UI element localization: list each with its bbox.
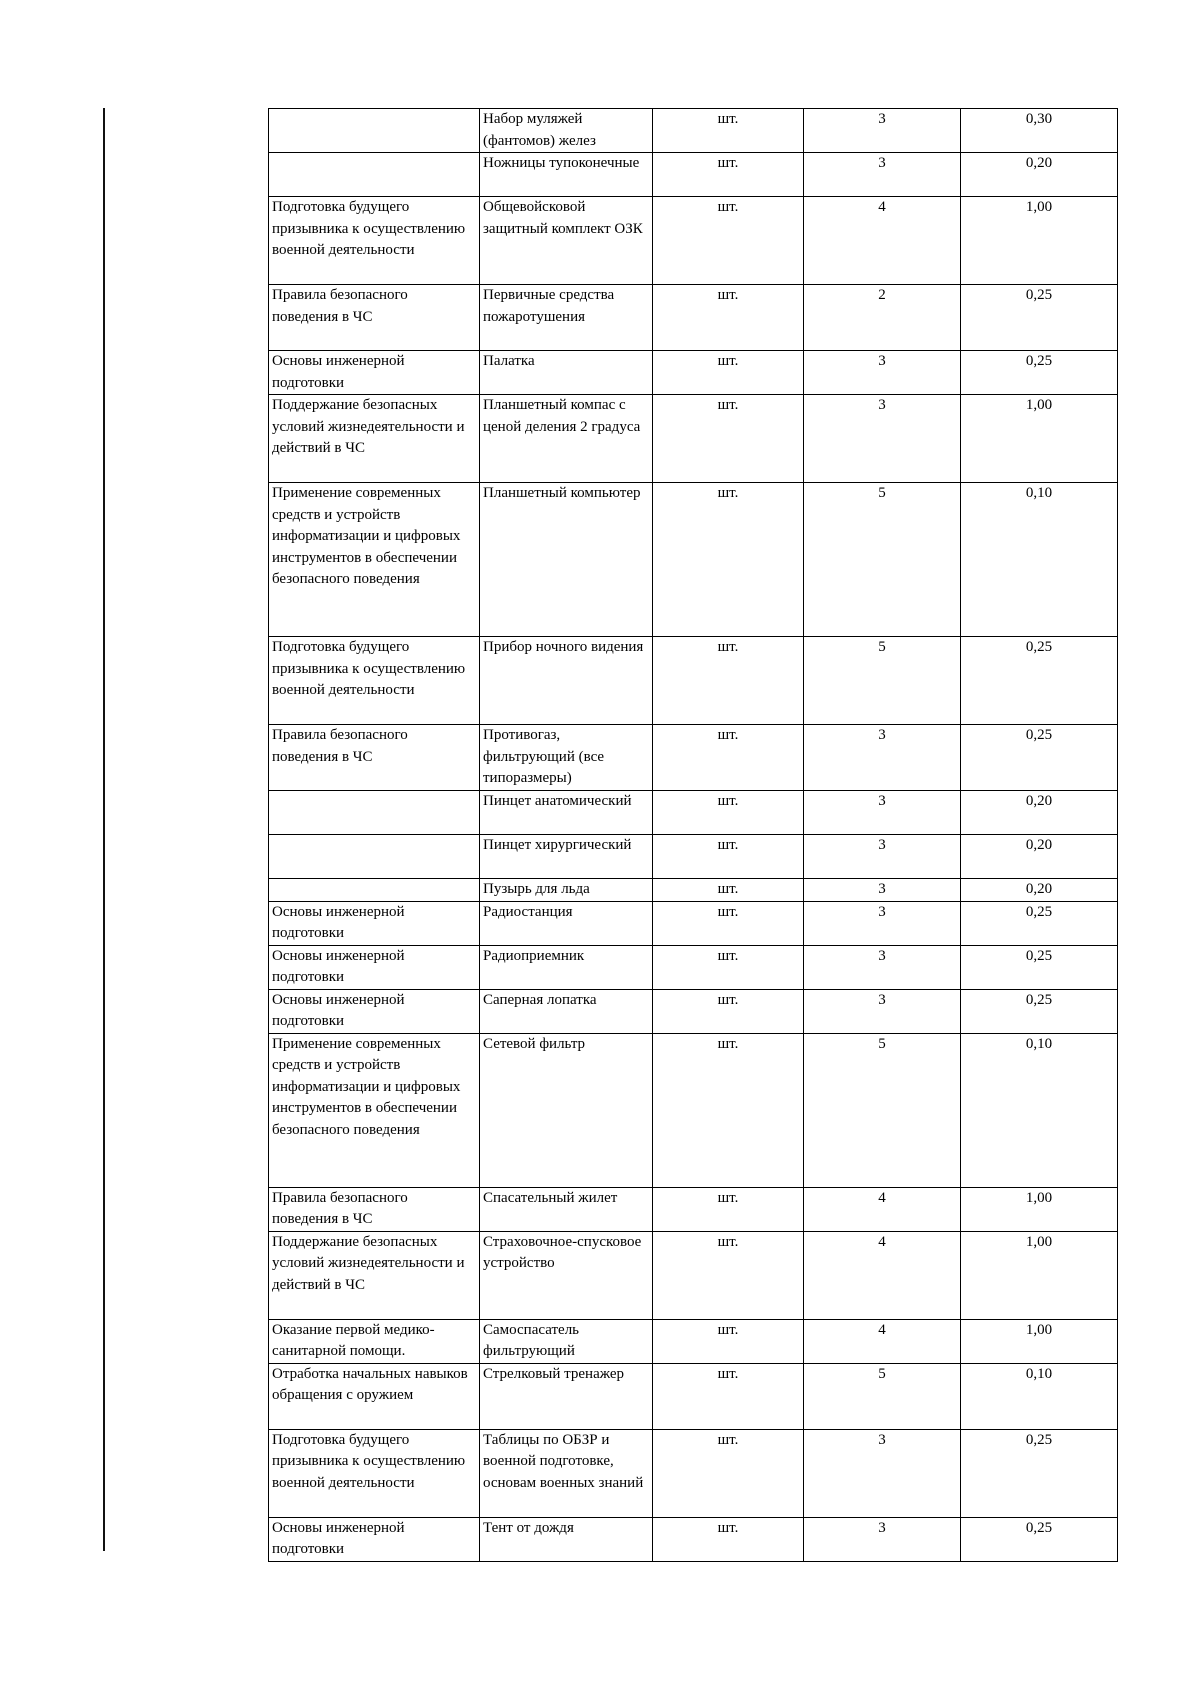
table-row (269, 109, 1118, 153)
quantity-cell: 3 (804, 791, 961, 835)
coefficient-cell: 0,20 (961, 835, 1118, 879)
table-row (269, 1429, 1118, 1517)
table-row (269, 285, 1118, 351)
section-cell: Основы инженерной подготовки (269, 351, 480, 395)
table-row (269, 197, 1118, 285)
section-cell: Оказание первой медико-санитарной помощи. (269, 1319, 480, 1363)
equipment-table (268, 108, 1118, 1562)
coefficient-cell: 0,20 (961, 153, 1118, 197)
section-cell: Основы инженерной подготовки (269, 989, 480, 1033)
unit-cell: шт. (653, 945, 804, 989)
coefficient-cell: 1,00 (961, 395, 1118, 483)
section-cell (269, 879, 480, 902)
quantity-cell: 3 (804, 109, 961, 153)
table-row (269, 1517, 1118, 1561)
table-row (269, 1363, 1118, 1429)
item-name-cell: Планшетный компьютер (480, 483, 653, 637)
quantity-cell: 3 (804, 945, 961, 989)
quantity-cell: 4 (804, 1231, 961, 1319)
unit-cell: шт. (653, 879, 804, 902)
coefficient-cell: 0,25 (961, 351, 1118, 395)
item-name-cell: Самоспасатель фильтрующий (480, 1319, 653, 1363)
item-name-cell: Радиоприемник (480, 945, 653, 989)
section-cell: Подготовка будущего призывника к осуществлению военной деятельности (269, 1429, 480, 1517)
coefficient-cell: 0,25 (961, 637, 1118, 725)
coefficient-cell: 1,00 (961, 197, 1118, 285)
quantity-cell: 5 (804, 1363, 961, 1429)
table-row (269, 637, 1118, 725)
quantity-cell: 3 (804, 1517, 961, 1561)
quantity-cell: 3 (804, 351, 961, 395)
item-name-cell: Саперная лопатка (480, 989, 653, 1033)
section-cell: Основы инженерной подготовки (269, 945, 480, 989)
item-name-cell: Палатка (480, 351, 653, 395)
item-name-cell: Общевойсковой защитный комплект ОЗК (480, 197, 653, 285)
unit-cell: шт. (653, 1033, 804, 1187)
unit-cell: шт. (653, 1187, 804, 1231)
left-margin-rule (103, 108, 105, 1551)
quantity-cell: 3 (804, 901, 961, 945)
unit-cell: шт. (653, 483, 804, 637)
item-name-cell: Сетевой фильтр (480, 1033, 653, 1187)
coefficient-cell: 0,25 (961, 989, 1118, 1033)
coefficient-cell: 0,20 (961, 879, 1118, 902)
table-row (269, 351, 1118, 395)
coefficient-cell: 0,10 (961, 1363, 1118, 1429)
section-cell: Подготовка будущего призывника к осуществлению военной деятельности (269, 197, 480, 285)
coefficient-cell: 1,00 (961, 1231, 1118, 1319)
item-name-cell: Радиостанция (480, 901, 653, 945)
item-name-cell: Противогаз, фильтрующий (все типоразмеры) (480, 725, 653, 791)
table-row (269, 791, 1118, 835)
table-row (269, 901, 1118, 945)
table-row (269, 879, 1118, 902)
coefficient-cell: 0,25 (961, 725, 1118, 791)
unit-cell: шт. (653, 351, 804, 395)
item-name-cell: Пинцет анатомический (480, 791, 653, 835)
table-row (269, 395, 1118, 483)
section-cell: Основы инженерной подготовки (269, 1517, 480, 1561)
item-name-cell: Набор муляжей (фантомов) желез (480, 109, 653, 153)
coefficient-cell: 0,30 (961, 109, 1118, 153)
item-name-cell: Тент от дождя (480, 1517, 653, 1561)
coefficient-cell: 0,10 (961, 1033, 1118, 1187)
unit-cell: шт. (653, 989, 804, 1033)
unit-cell: шт. (653, 153, 804, 197)
coefficient-cell: 0,25 (961, 1429, 1118, 1517)
unit-cell: шт. (653, 725, 804, 791)
unit-cell: шт. (653, 395, 804, 483)
table-row (269, 945, 1118, 989)
quantity-cell: 2 (804, 285, 961, 351)
coefficient-cell: 0,25 (961, 1517, 1118, 1561)
quantity-cell: 3 (804, 879, 961, 902)
coefficient-cell: 1,00 (961, 1319, 1118, 1363)
section-cell: Правила безопасного поведения в ЧС (269, 1187, 480, 1231)
item-name-cell: Планшетный компас с ценой деления 2 градуса (480, 395, 653, 483)
item-name-cell: Таблицы по ОБЗР и военной подготовке, основам военных знаний (480, 1429, 653, 1517)
table-row (269, 1033, 1118, 1187)
section-cell: Основы инженерной подготовки (269, 901, 480, 945)
item-name-cell: Пузырь для льда (480, 879, 653, 902)
unit-cell: шт. (653, 1517, 804, 1561)
section-cell (269, 109, 480, 153)
table-row (269, 153, 1118, 197)
quantity-cell: 4 (804, 1187, 961, 1231)
quantity-cell: 5 (804, 1033, 961, 1187)
unit-cell: шт. (653, 1231, 804, 1319)
quantity-cell: 3 (804, 989, 961, 1033)
quantity-cell: 3 (804, 725, 961, 791)
item-name-cell: Спасательный жилет (480, 1187, 653, 1231)
quantity-cell: 5 (804, 637, 961, 725)
item-name-cell: Пинцет хирургический (480, 835, 653, 879)
quantity-cell: 5 (804, 483, 961, 637)
table-row (269, 989, 1118, 1033)
coefficient-cell: 0,25 (961, 945, 1118, 989)
section-cell: Правила безопасного поведения в ЧС (269, 285, 480, 351)
unit-cell: шт. (653, 835, 804, 879)
unit-cell: шт. (653, 285, 804, 351)
unit-cell: шт. (653, 1429, 804, 1517)
section-cell: Применение современных средств и устройств информатизации и цифровых инструментов в обеспечении безопасного поведения (269, 1033, 480, 1187)
item-name-cell: Ножницы тупоконечные (480, 153, 653, 197)
quantity-cell: 3 (804, 395, 961, 483)
quantity-cell: 3 (804, 153, 961, 197)
unit-cell: шт. (653, 637, 804, 725)
quantity-cell: 4 (804, 1319, 961, 1363)
table-row (269, 1319, 1118, 1363)
coefficient-cell: 1,00 (961, 1187, 1118, 1231)
item-name-cell: Первичные средства пожаротушения (480, 285, 653, 351)
section-cell: Поддержание безопасных условий жизнедеятельности и действий в ЧС (269, 1231, 480, 1319)
item-name-cell: Прибор ночного видения (480, 637, 653, 725)
section-cell: Правила безопасного поведения в ЧС (269, 725, 480, 791)
section-cell: Отработка начальных навыков обращения с оружием (269, 1363, 480, 1429)
coefficient-cell: 0,25 (961, 285, 1118, 351)
item-name-cell: Стрелковый тренажер (480, 1363, 653, 1429)
section-cell: Поддержание безопасных условий жизнедеятельности и действий в ЧС (269, 395, 480, 483)
table-row (269, 1187, 1118, 1231)
unit-cell: шт. (653, 109, 804, 153)
unit-cell: шт. (653, 791, 804, 835)
coefficient-cell: 0,25 (961, 901, 1118, 945)
coefficient-cell: 0,10 (961, 483, 1118, 637)
section-cell: Применение современных средств и устройств информатизации и цифровых инструментов в обеспечении безопасного поведения (269, 483, 480, 637)
unit-cell: шт. (653, 901, 804, 945)
table-row (269, 725, 1118, 791)
quantity-cell: 3 (804, 835, 961, 879)
table-row (269, 1231, 1118, 1319)
quantity-cell: 3 (804, 1429, 961, 1517)
section-cell (269, 835, 480, 879)
coefficient-cell: 0,20 (961, 791, 1118, 835)
unit-cell: шт. (653, 197, 804, 285)
table-row (269, 835, 1118, 879)
section-cell: Подготовка будущего призывника к осуществлению военной деятельности (269, 637, 480, 725)
section-cell (269, 791, 480, 835)
unit-cell: шт. (653, 1319, 804, 1363)
item-name-cell: Страховочное-спусковое устройство (480, 1231, 653, 1319)
section-cell (269, 153, 480, 197)
unit-cell: шт. (653, 1363, 804, 1429)
table-row (269, 483, 1118, 637)
quantity-cell: 4 (804, 197, 961, 285)
